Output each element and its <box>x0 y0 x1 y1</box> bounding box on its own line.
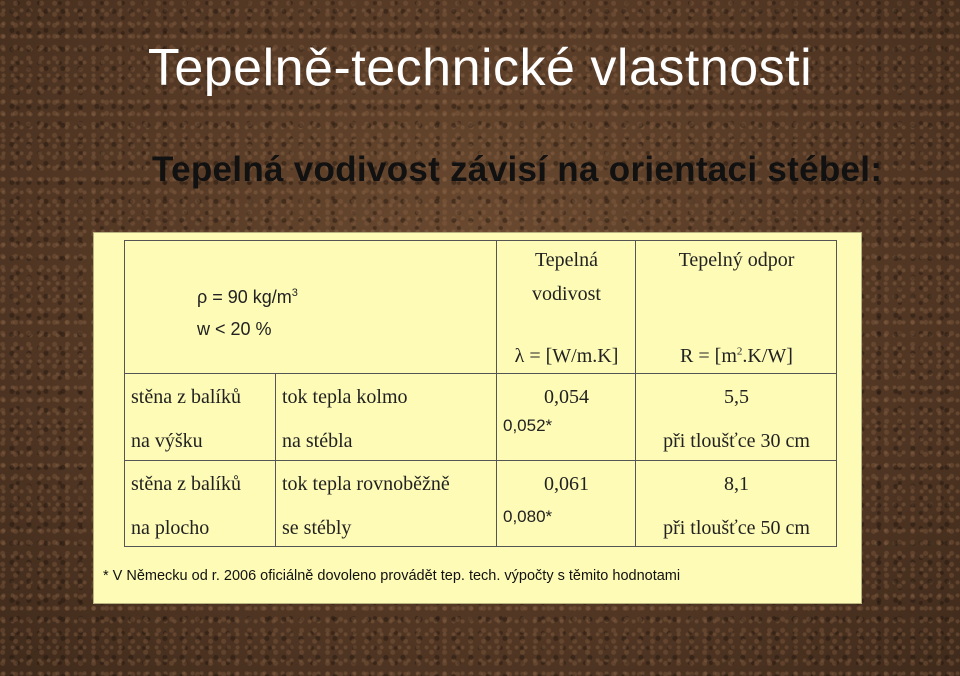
header-conductivity-cell <box>497 241 636 374</box>
conductivity-value: 0,054 <box>544 386 589 408</box>
flow-cell <box>276 374 497 461</box>
wall-line1: stěna z balíků <box>131 473 241 495</box>
footnote: * V Německu od r. 2006 oficiálně dovoleno provádět tep. tech. výpočty s těmito hodnotami <box>103 568 681 584</box>
conductivity-header-line2: vodivost <box>532 283 601 305</box>
slide-subtitle: Tepelná vodivost závisí na orientaci stébel: <box>152 150 883 189</box>
wall-cell <box>125 461 276 547</box>
flow-line2: na stébla <box>282 430 353 452</box>
resistance-value: 5,5 <box>724 386 749 408</box>
conductivity-alt-value: 0,052* <box>503 416 553 435</box>
resistance-cell <box>636 461 837 547</box>
table-header-row <box>125 241 837 374</box>
flow-line1: tok tepla kolmo <box>282 386 408 408</box>
wall-line2: na plocho <box>131 517 210 539</box>
resistance-cell <box>636 374 837 461</box>
wall-cell <box>125 374 276 461</box>
conductivity-alt-value: 0,080* <box>503 507 553 526</box>
flow-line1: tok tepla rovnoběžně <box>282 473 450 495</box>
header-conditions-cell <box>125 241 497 374</box>
wall-line2: na výšku <box>131 430 203 452</box>
table-row <box>125 374 837 461</box>
table-row <box>125 461 837 547</box>
resistance-unit: $R = [m^2.K/W]$ <box>680 345 793 367</box>
header-resistance-cell <box>636 241 837 374</box>
slide-title: Tepelně-technické vlastnosti <box>147 39 813 97</box>
thickness-label: při tloušťce 30 cm <box>663 430 810 452</box>
flow-line2: se stébly <box>282 517 352 539</box>
conductivity-cell <box>497 374 636 461</box>
conductivity-cell <box>497 461 636 547</box>
conductivity-unit: λ = [W/m.K] <box>514 345 619 367</box>
density-label: ρ = 90 $kg/m^3$ <box>197 287 298 307</box>
thickness-label: při tloušťce 50 cm <box>663 517 810 539</box>
wall-line1: stěna z balíků <box>131 386 241 408</box>
conductivity-value: 0,061 <box>544 473 589 495</box>
resistance-value: 8,1 <box>724 473 749 495</box>
moisture-label: w < 20 % <box>197 319 272 339</box>
thermal-properties-table <box>124 240 837 547</box>
conductivity-header-line1: Tepelná <box>534 249 598 271</box>
flow-cell <box>276 461 497 547</box>
resistance-header: Tepelný odpor <box>678 249 795 271</box>
